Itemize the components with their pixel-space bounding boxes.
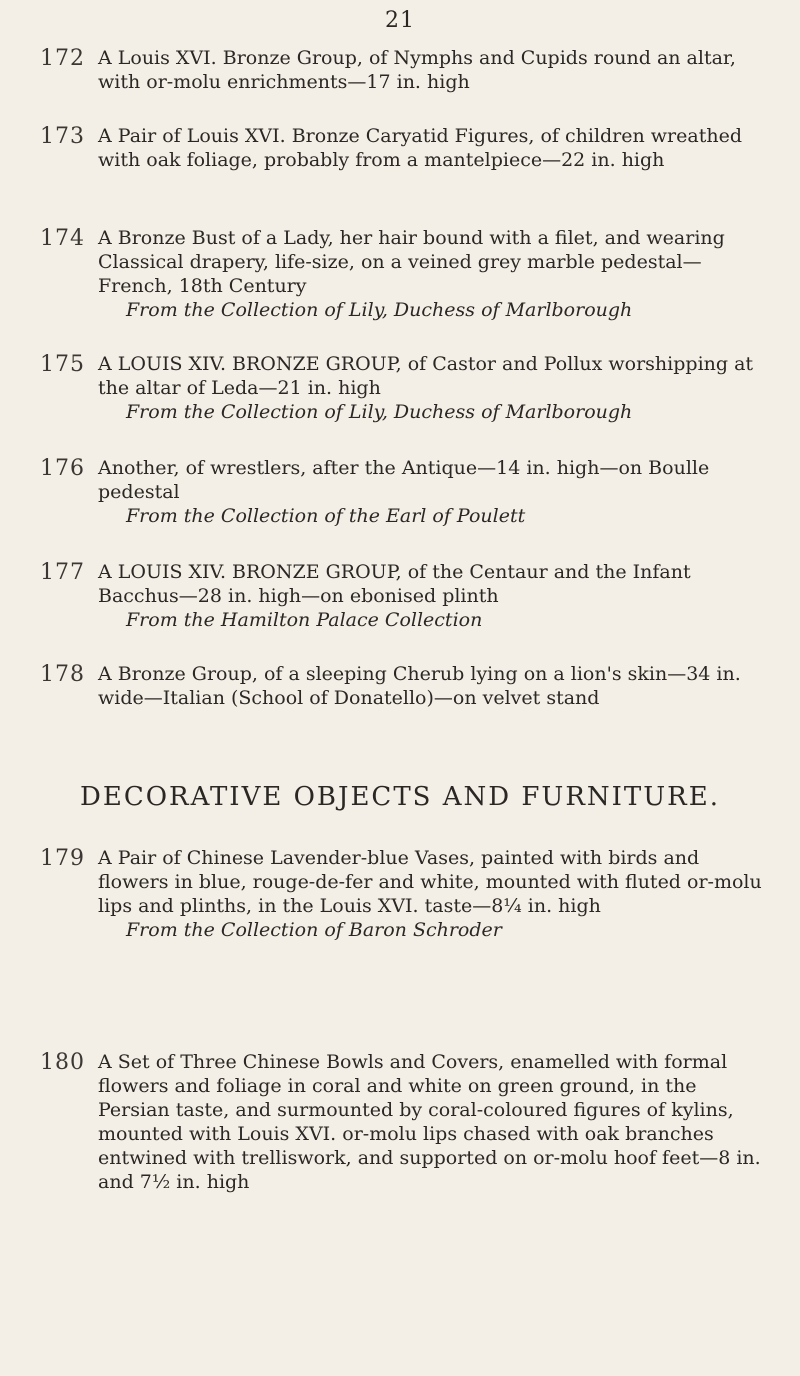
lot-description: A Bronze Bust of a Lady, her hair bound with a filet, and wearing Classical drapery, life-size, on a veined grey marble pedestal—French, 18th Century [98,227,725,297]
lot-number: 176 [40,456,85,481]
lot-description: A Set of Three Chinese Bowls and Covers, enamelled with formal flowers and foliage in coral and white on green ground, in the Persian taste, and surmounted by coral-coloured figures of kylins, mounted with Louis XVI. or-molu lips chased with oak branches entwined with trelliswork, and supported on or-molu hoof feet—8 in. and 7½ in. high [98,1051,761,1193]
lot-description: A Pair of Louis XVI. Bronze Caryatid Figures, of children wreathed with oak foliage, probably from a mantelpiece—22 in. high [98,125,742,171]
lot-number: 177 [40,560,85,585]
lot-body [98,456,770,528]
lot-description: A Pair of Chinese Lavender-blue Vases, painted with birds and flowers in blue, rouge-de-fer and white, mounted with fluted or-molu lips and plinths, in the Louis XVI. taste—8¼ in. high [98,847,762,917]
lot-provenance: From the Collection of the Earl of Poulett [126,505,526,527]
lot-provenance: From the Hamilton Palace Collection [126,609,483,631]
lot-body [98,662,770,710]
lot-provenance: From the Collection of Baron Schroder [126,919,502,941]
lot-provenance: From the Collection of Lily, Duchess of Marlborough [126,299,633,321]
lot-number: 174 [40,226,85,251]
lot-body [98,560,770,632]
lot-provenance: From the Collection of Lily, Duchess of Marlborough [126,401,633,423]
lot-description: A LOUIS XIV. BRONZE GROUP, of the Centaur and the Infant Bacchus—28 in. high—on ebonised plinth [98,561,691,607]
page-number: 21 [385,8,415,33]
lot-body [98,1050,770,1194]
lot-body [98,46,770,94]
lot-description: A Louis XVI. Bronze Group, of Nymphs and Cupids round an altar, with or-molu enrichments—17 in. high [98,47,736,93]
lot-body [98,124,770,172]
lot-body [98,352,770,424]
lot-body [98,226,770,322]
section-heading: DECORATIVE OBJECTS AND FURNITURE. [80,782,720,812]
lot-description: A Bronze Group, of a sleeping Cherub lying on a lion's skin—34 in. wide—Italian (School of Donatello)—on velvet stand [98,663,741,709]
lot-number: 175 [40,352,85,377]
lot-number: 179 [40,846,85,871]
lot-number: 180 [40,1050,85,1075]
lot-body [98,846,770,942]
lot-description: A LOUIS XIV. BRONZE GROUP, of Castor and Pollux worshipping at the altar of Leda—21 in. high [98,353,754,399]
lot-number: 173 [40,124,85,149]
lot-description: Another, of wrestlers, after the Antique—14 in. high—on Boulle pedestal [98,457,710,503]
lot-number: 178 [40,662,85,687]
lot-number: 172 [40,46,85,71]
